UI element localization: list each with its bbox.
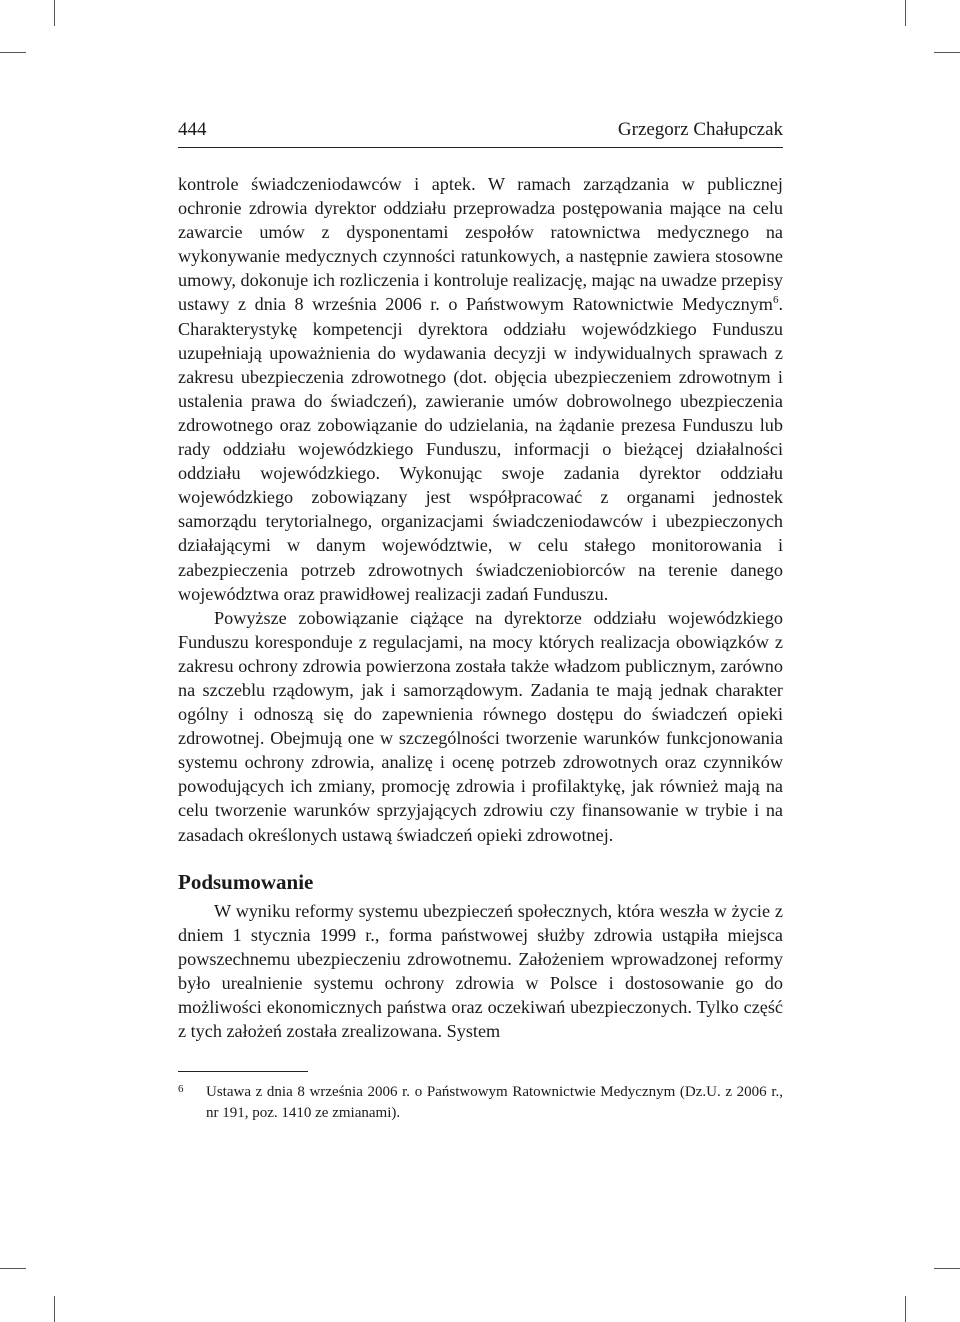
footnote-number: 6 — [178, 1083, 184, 1096]
crop-mark-top-right — [905, 0, 906, 26]
footnote-reference: 6 — [772, 294, 779, 307]
crop-mark-right-top — [934, 52, 960, 53]
crop-mark-right-bottom — [934, 1268, 960, 1269]
crop-mark-left-bottom — [0, 1268, 26, 1269]
crop-mark-bottom-right — [905, 1296, 906, 1322]
paragraph-1 — [178, 172, 783, 606]
crop-mark-left-top — [0, 52, 26, 53]
page-body — [178, 172, 783, 1124]
book-page — [178, 118, 783, 1124]
running-author: Grzegorz Chałupczak — [617, 119, 783, 140]
paragraph-1-continuation: . Charakterystykę kompetencji dyrektora oddziału wojewódzkiego Funduszu uzupełniają upoważnienia do wydawania decyzji w indywidualnych sprawach z zakresu ubezpieczenia zdrowotnego (dot. objęcia ubezpieczeniem zdrowotnym i ustalenia prawa do świadczeń), zawieranie umów dobrowolnego ubezpieczenia zdrowotnego oraz zobowiązanie do udzielania, na żądanie prezesa Funduszu lub rady oddziału wojewódzkiego Funduszu, informacji o bieżącej działalności oddziału wojewódzkiego. Wykonując swoje zadania dyrektor oddziału wojewódzkiego zobowiązany jest współpracować z organami jednostek samorządu terytorialnego, organizacjami świadczeniodawców i ubezpieczonych działającymi w danym województwie, w celu stałego monitorowania i zabezpieczenia potrzeb zdrowotnych świadczeniobiorców na terenie danego województwa oraz prawidłowej realizacji zadań Funduszu. — [178, 294, 783, 604]
section-paragraph: W wyniku reformy systemu ubezpieczeń społecznych, która weszła w życie z dniem 1 stycznia 1999 r., forma państwowej służby zdrowia ustąpiła miejsca powszechnemu ubezpieczeniu zdrowotnemu. Założeniem wprowadzonej reformy było urealnienie systemu ochrony zdrowia w Polsce i dostosowanie go do możliwości ekonomicznych państwa oraz oczekiwań ubezpieczonych. Tylko część z tych założeń została zrealizowana. System — [178, 900, 783, 1042]
footnote-divider — [178, 1071, 308, 1072]
page-number: 444 — [178, 119, 207, 140]
footnote — [178, 1082, 783, 1124]
footnote-text: Ustawa z dnia 8 września 2006 r. o Państwowym Ratownictwie Medycznym (Dz.U. z 2006 r., nr 191, poz. 1410 ze zmianami). — [206, 1084, 783, 1122]
crop-mark-bottom-left — [54, 1296, 55, 1322]
section-heading: Podsumowanie — [178, 869, 314, 894]
paragraph-2: Powyższe zobowiązanie ciążące na dyrektorze oddziału wojewódzkiego Funduszu koresponduje z regulacjami, na mocy których realizacja obowiązków z zakresu ochrony zdrowia powierzona została także władzom publicznym, zarówno na szczeblu rządowym, jak i samorządowym. Zadania te mają jednak charakter ogólny i odnoszą się do zapewnienia równego dostępu do świadczeń opieki zdrowotnej. Obejmują one w szczególności tworzenie warunków funkcjonowania systemu ochrony zdrowia, analizę i ocenę potrzeb zdrowotnych oraz czynników powodujących ich zmiany, promocję zdrowia i profilaktykę, jak również mają na celu tworzenie warunków sprzyjających zdrowiu czy finansowanie w trybie i na zasadach określonych ustawą świadczeń opieki zdrowotnej. — [178, 607, 783, 845]
paragraph-1-text: kontrole świadczeniodawców i aptek. W ramach zarządzania w publicznej ochronie zdrowia dyrektor oddziału przeprowadza postępowania mające na celu zawarcie umów z dysponentami zespołów ratownictwa medycznego na wykonywanie medycznych czynności ratunkowych, a następnie zawiera stosowne umowy, dokonuje ich rozliczenia i kontroluje realizację, mając na uwadze przepisy ustawy z dnia 8 września 2006 r. o Państwowym Ratownictwie Medycznym — [178, 174, 783, 315]
running-header — [178, 118, 783, 148]
crop-mark-top-left — [54, 0, 55, 26]
